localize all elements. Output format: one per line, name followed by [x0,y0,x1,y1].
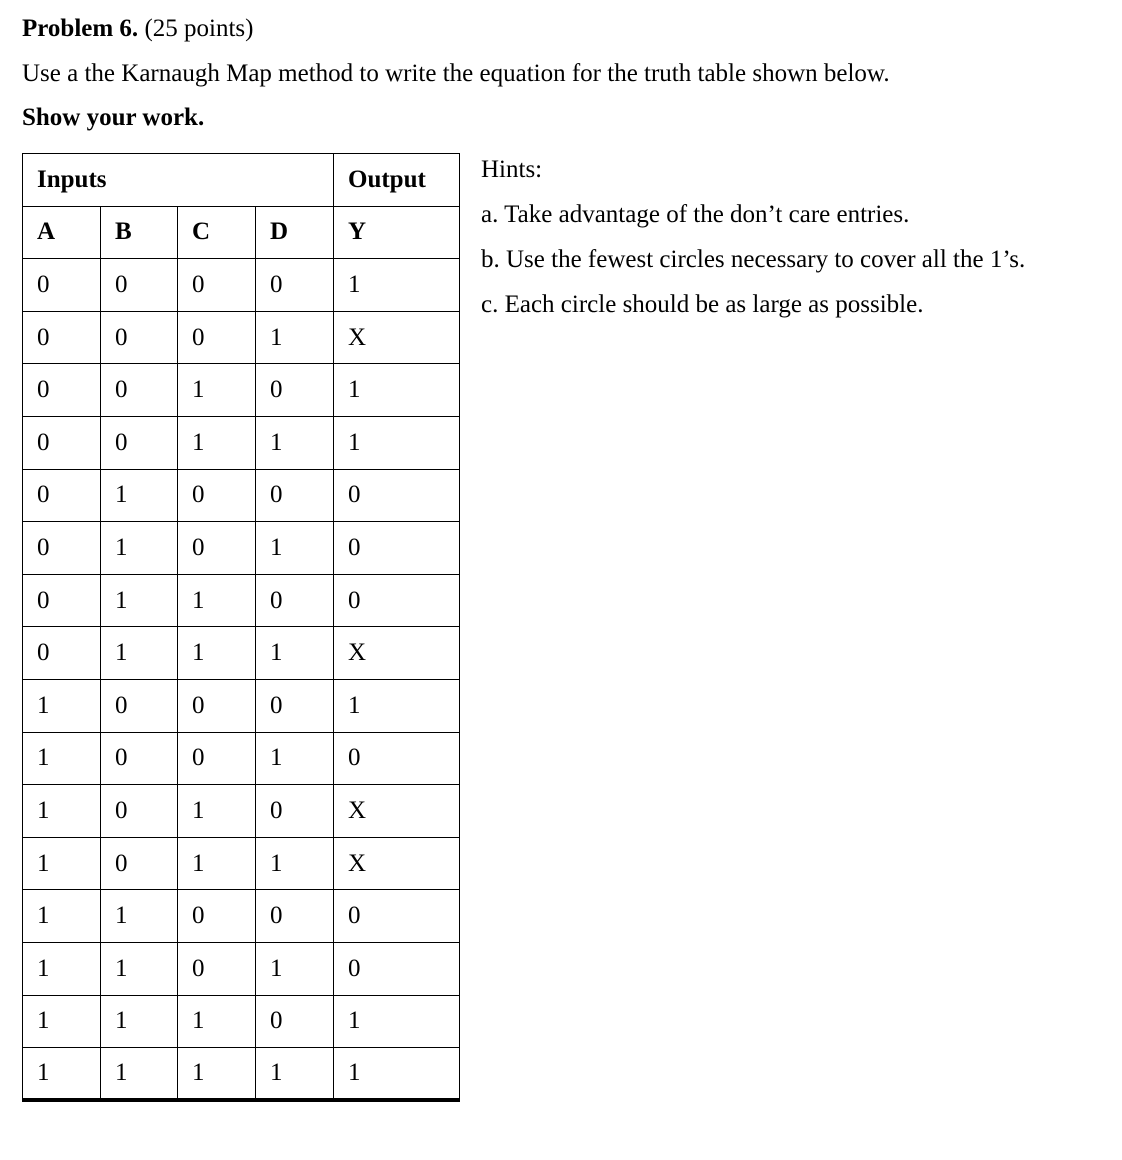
cell-y: X [334,785,460,838]
cell-b: 0 [101,416,178,469]
table-row [23,522,460,575]
cell-d: 0 [256,679,334,732]
cell-c: 0 [178,732,256,785]
cell-b: 0 [101,785,178,838]
cell-b: 1 [101,942,178,995]
cell-a: 1 [23,995,101,1048]
inputs-header: Inputs [23,154,334,207]
cell-b: 1 [101,890,178,943]
cell-b: 1 [101,522,178,575]
problem-points: (25 points) [144,15,254,42]
column-header-c: C [178,206,256,259]
cell-y: 0 [334,942,460,995]
cell-b: 0 [101,837,178,890]
column-header-b: B [101,206,178,259]
problem-label: Problem 6. [22,15,139,42]
hint-item-a: a. Take advantage of the don’t care entries. [481,201,910,228]
table-row [23,679,460,732]
cell-y: X [334,311,460,364]
cell-b: 0 [101,259,178,312]
cell-a: 0 [23,311,101,364]
cell-d: 0 [256,574,334,627]
table-row [23,574,460,627]
cell-b: 0 [101,311,178,364]
cell-c: 0 [178,942,256,995]
cell-b: 1 [101,995,178,1048]
table-row [23,311,460,364]
cell-d: 1 [256,627,334,680]
cell-a: 0 [23,627,101,680]
cell-c: 1 [178,1048,256,1101]
cell-c: 0 [178,311,256,364]
cell-d: 1 [256,732,334,785]
cell-c: 0 [178,469,256,522]
cell-d: 0 [256,364,334,417]
column-header-a: A [23,206,101,259]
hint-item-c: c. Each circle should be as large as possible. [481,291,924,318]
hint-item-b: b. Use the fewest circles necessary to cover all the 1’s. [481,246,1026,273]
show-work-note: Show your work. [22,104,205,131]
cell-d: 0 [256,469,334,522]
cell-c: 0 [178,679,256,732]
cell-c: 0 [178,890,256,943]
cell-y: X [334,627,460,680]
cell-c: 1 [178,995,256,1048]
table-row [23,837,460,890]
cell-d: 1 [256,522,334,575]
cell-a: 1 [23,679,101,732]
cell-y: X [334,837,460,890]
output-header: Output [334,154,460,207]
column-header-d: D [256,206,334,259]
cell-b: 1 [101,469,178,522]
cell-a: 0 [23,259,101,312]
cell-y: 1 [334,416,460,469]
table-row [23,995,460,1048]
cell-d: 1 [256,942,334,995]
cell-y: 0 [334,890,460,943]
cell-a: 1 [23,785,101,838]
cell-y: 0 [334,732,460,785]
cell-y: 1 [334,364,460,417]
cell-d: 0 [256,890,334,943]
cell-d: 0 [256,995,334,1048]
cell-b: 1 [101,1048,178,1101]
cell-d: 1 [256,837,334,890]
cell-c: 1 [178,627,256,680]
cell-a: 0 [23,522,101,575]
table-row [23,259,460,312]
cell-a: 0 [23,469,101,522]
hints-title: Hints: [481,156,543,183]
cell-c: 1 [178,785,256,838]
cell-a: 0 [23,416,101,469]
cell-y: 1 [334,995,460,1048]
table-row [23,416,460,469]
table-row [23,890,460,943]
table-row [23,785,460,838]
cell-c: 1 [178,364,256,417]
cell-y: 1 [334,1048,460,1101]
table-row [23,942,460,995]
cell-c: 1 [178,574,256,627]
cell-b: 1 [101,574,178,627]
column-header-y: Y [334,206,460,259]
cell-a: 1 [23,1048,101,1101]
cell-d: 0 [256,259,334,312]
cell-y: 1 [334,259,460,312]
cell-a: 0 [23,574,101,627]
cell-y: 1 [334,679,460,732]
cell-a: 1 [23,732,101,785]
cell-b: 0 [101,732,178,785]
table-column-header-row [23,206,460,259]
table-row [23,1048,460,1101]
cell-y: 0 [334,469,460,522]
table-row [23,364,460,417]
cell-c: 1 [178,416,256,469]
problem-instruction: Use a the Karnaugh Map method to write the equation for the truth table shown below. [22,60,890,87]
cell-b: 0 [101,364,178,417]
cell-b: 0 [101,679,178,732]
cell-b: 1 [101,627,178,680]
cell-c: 0 [178,522,256,575]
truth-table [22,153,460,1102]
cell-d: 1 [256,311,334,364]
cell-y: 0 [334,574,460,627]
cell-a: 1 [23,837,101,890]
cell-c: 0 [178,259,256,312]
table-row [23,469,460,522]
hints-section [481,147,1025,327]
cell-a: 1 [23,890,101,943]
cell-d: 1 [256,1048,334,1101]
cell-c: 1 [178,837,256,890]
cell-d: 0 [256,785,334,838]
table-row [23,732,460,785]
cell-d: 1 [256,416,334,469]
cell-y: 0 [334,522,460,575]
table-row [23,627,460,680]
cell-a: 0 [23,364,101,417]
table-header-group-row [23,154,460,207]
problem-title [22,12,253,46]
cell-a: 1 [23,942,101,995]
